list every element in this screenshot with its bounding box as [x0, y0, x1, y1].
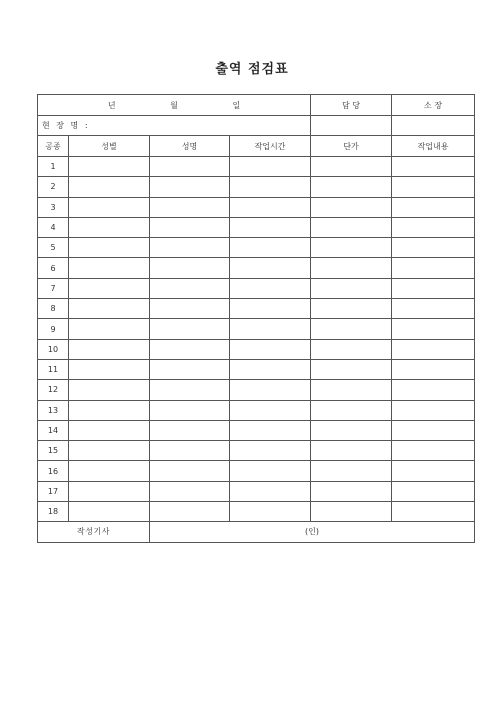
- row-number: 8: [38, 299, 69, 319]
- row-number: 9: [38, 319, 69, 339]
- row-number: 16: [38, 461, 69, 481]
- col-header-unit-price: 단가: [311, 136, 392, 157]
- table-row: [38, 481, 475, 501]
- site-row: [38, 116, 475, 136]
- cell-work-hours[interactable]: [230, 238, 311, 258]
- table-row: [38, 400, 475, 420]
- cell-gender[interactable]: [69, 359, 150, 379]
- cell-unit-price[interactable]: [311, 319, 392, 339]
- document-title: 출역 점검표: [215, 62, 289, 77]
- site-name-field[interactable]: 현 장 명 :: [38, 116, 311, 136]
- cell-work-content[interactable]: [392, 461, 475, 481]
- row-number: 18: [38, 502, 69, 522]
- cell-gender[interactable]: [69, 461, 150, 481]
- cell-name[interactable]: [150, 319, 230, 339]
- cell-unit-price[interactable]: [311, 217, 392, 237]
- cell-work-content[interactable]: [392, 481, 475, 501]
- cell-unit-price[interactable]: [311, 278, 392, 298]
- attendance-table: [37, 94, 475, 543]
- cell-gender[interactable]: [69, 258, 150, 278]
- row-number: 5: [38, 238, 69, 258]
- cell-name[interactable]: [150, 217, 230, 237]
- cell-name[interactable]: [150, 481, 230, 501]
- table-row: [38, 177, 475, 197]
- row-number: 3: [38, 197, 69, 217]
- sign-box-damdang[interactable]: [311, 116, 392, 136]
- cell-gender[interactable]: [69, 481, 150, 501]
- table-row: [38, 380, 475, 400]
- cell-gender[interactable]: [69, 278, 150, 298]
- col-header-work-content: 작업내용: [392, 136, 475, 157]
- cell-work-content[interactable]: [392, 177, 475, 197]
- cell-work-hours[interactable]: [230, 319, 311, 339]
- cell-work-content[interactable]: [392, 278, 475, 298]
- cell-work-hours[interactable]: [230, 420, 311, 440]
- date-cell[interactable]: [38, 95, 311, 116]
- cell-name[interactable]: [150, 461, 230, 481]
- header-row: [38, 136, 475, 157]
- cell-gender[interactable]: [69, 502, 150, 522]
- cell-work-hours[interactable]: [230, 380, 311, 400]
- cell-work-hours[interactable]: [230, 299, 311, 319]
- cell-name[interactable]: [150, 299, 230, 319]
- cell-name[interactable]: [150, 339, 230, 359]
- cell-work-hours[interactable]: [230, 258, 311, 278]
- cell-name[interactable]: [150, 197, 230, 217]
- cell-gender[interactable]: [69, 441, 150, 461]
- cell-unit-price[interactable]: [311, 197, 392, 217]
- col-header-gender: 성별: [69, 136, 150, 157]
- cell-unit-price[interactable]: [311, 380, 392, 400]
- cell-gender[interactable]: [69, 177, 150, 197]
- table-row: [38, 258, 475, 278]
- cell-work-hours[interactable]: [230, 278, 311, 298]
- cell-unit-price[interactable]: [311, 461, 392, 481]
- table-row: [38, 238, 475, 258]
- table-row: [38, 441, 475, 461]
- cell-gender[interactable]: [69, 299, 150, 319]
- cell-unit-price[interactable]: [311, 400, 392, 420]
- cell-work-hours[interactable]: [230, 359, 311, 379]
- cell-work-content[interactable]: [392, 502, 475, 522]
- row-number: 1: [38, 157, 69, 177]
- cell-unit-price[interactable]: [311, 339, 392, 359]
- col-header-name: 성명: [150, 136, 230, 157]
- cell-work-hours[interactable]: [230, 157, 311, 177]
- table-row: [38, 461, 475, 481]
- row-number: 11: [38, 359, 69, 379]
- row-number: 7: [38, 278, 69, 298]
- cell-gender[interactable]: [69, 339, 150, 359]
- cell-work-content[interactable]: [392, 339, 475, 359]
- cell-name[interactable]: [150, 177, 230, 197]
- cell-gender[interactable]: [69, 380, 150, 400]
- cell-unit-price[interactable]: [311, 359, 392, 379]
- row-number: 10: [38, 339, 69, 359]
- cell-work-content[interactable]: [392, 157, 475, 177]
- table-row: [38, 157, 475, 177]
- cell-work-content[interactable]: [392, 380, 475, 400]
- cell-unit-price[interactable]: [311, 502, 392, 522]
- cell-unit-price[interactable]: [311, 481, 392, 501]
- table-row: [38, 319, 475, 339]
- cell-name[interactable]: [150, 441, 230, 461]
- cell-work-content[interactable]: [392, 197, 475, 217]
- col-header-work-hours: 작업시간: [230, 136, 311, 157]
- cell-gender[interactable]: [69, 238, 150, 258]
- year-label: 년: [107, 100, 116, 110]
- cell-gender[interactable]: [69, 157, 150, 177]
- month-label: 월: [170, 100, 178, 110]
- row-number: 4: [38, 217, 69, 237]
- col-header-trade: 공종: [38, 136, 69, 157]
- cell-name[interactable]: [150, 278, 230, 298]
- cell-unit-price[interactable]: [311, 258, 392, 278]
- cell-work-content[interactable]: [392, 420, 475, 440]
- table-row: [38, 197, 475, 217]
- table-row: [38, 278, 475, 298]
- cell-unit-price[interactable]: [311, 157, 392, 177]
- cell-gender[interactable]: [69, 319, 150, 339]
- sign-box-sojang[interactable]: [392, 116, 475, 136]
- row-number: 13: [38, 400, 69, 420]
- approver-damdang: 담 당: [311, 95, 392, 116]
- cell-work-content[interactable]: [392, 441, 475, 461]
- cell-work-content[interactable]: [392, 238, 475, 258]
- table-row: [38, 217, 475, 237]
- cell-work-hours[interactable]: [230, 197, 311, 217]
- day-label: 일: [232, 100, 241, 110]
- cell-work-content[interactable]: [392, 299, 475, 319]
- cell-work-hours[interactable]: [230, 481, 311, 501]
- cell-work-hours[interactable]: [230, 217, 311, 237]
- cell-unit-price[interactable]: [311, 299, 392, 319]
- writer-label: 작성기사: [38, 522, 150, 542]
- date-row: [38, 95, 475, 116]
- cell-work-hours[interactable]: [230, 502, 311, 522]
- approver-sojang: 소 장: [392, 95, 475, 116]
- cell-work-content[interactable]: [392, 359, 475, 379]
- cell-work-hours[interactable]: [230, 441, 311, 461]
- cell-gender[interactable]: [69, 197, 150, 217]
- row-number: 17: [38, 481, 69, 501]
- cell-name[interactable]: [150, 380, 230, 400]
- cell-name[interactable]: [150, 502, 230, 522]
- table-row: [38, 339, 475, 359]
- cell-work-hours[interactable]: [230, 339, 311, 359]
- cell-gender[interactable]: [69, 217, 150, 237]
- cell-work-content[interactable]: [392, 258, 475, 278]
- cell-work-hours[interactable]: [230, 177, 311, 197]
- cell-gender[interactable]: [69, 420, 150, 440]
- row-number: 15: [38, 441, 69, 461]
- table-row: [38, 502, 475, 522]
- cell-name[interactable]: [150, 258, 230, 278]
- row-number: 2: [38, 177, 69, 197]
- cell-name[interactable]: [150, 420, 230, 440]
- writer-seal-field[interactable]: (인): [150, 522, 475, 542]
- cell-name[interactable]: [150, 359, 230, 379]
- cell-work-hours[interactable]: [230, 400, 311, 420]
- cell-work-hours[interactable]: [230, 461, 311, 481]
- cell-unit-price[interactable]: [311, 420, 392, 440]
- cell-work-content[interactable]: [392, 217, 475, 237]
- table-row: [38, 420, 475, 440]
- cell-work-content[interactable]: [392, 400, 475, 420]
- footer-row: [38, 522, 475, 542]
- cell-name[interactable]: [150, 400, 230, 420]
- cell-name[interactable]: [150, 238, 230, 258]
- cell-name[interactable]: [150, 157, 230, 177]
- cell-gender[interactable]: [69, 400, 150, 420]
- row-number: 6: [38, 258, 69, 278]
- table-row: [38, 359, 475, 379]
- row-number: 12: [38, 380, 69, 400]
- cell-unit-price[interactable]: [311, 177, 392, 197]
- cell-unit-price[interactable]: [311, 238, 392, 258]
- cell-work-content[interactable]: [392, 319, 475, 339]
- table-row: [38, 299, 475, 319]
- cell-unit-price[interactable]: [311, 441, 392, 461]
- row-number: 14: [38, 420, 69, 440]
